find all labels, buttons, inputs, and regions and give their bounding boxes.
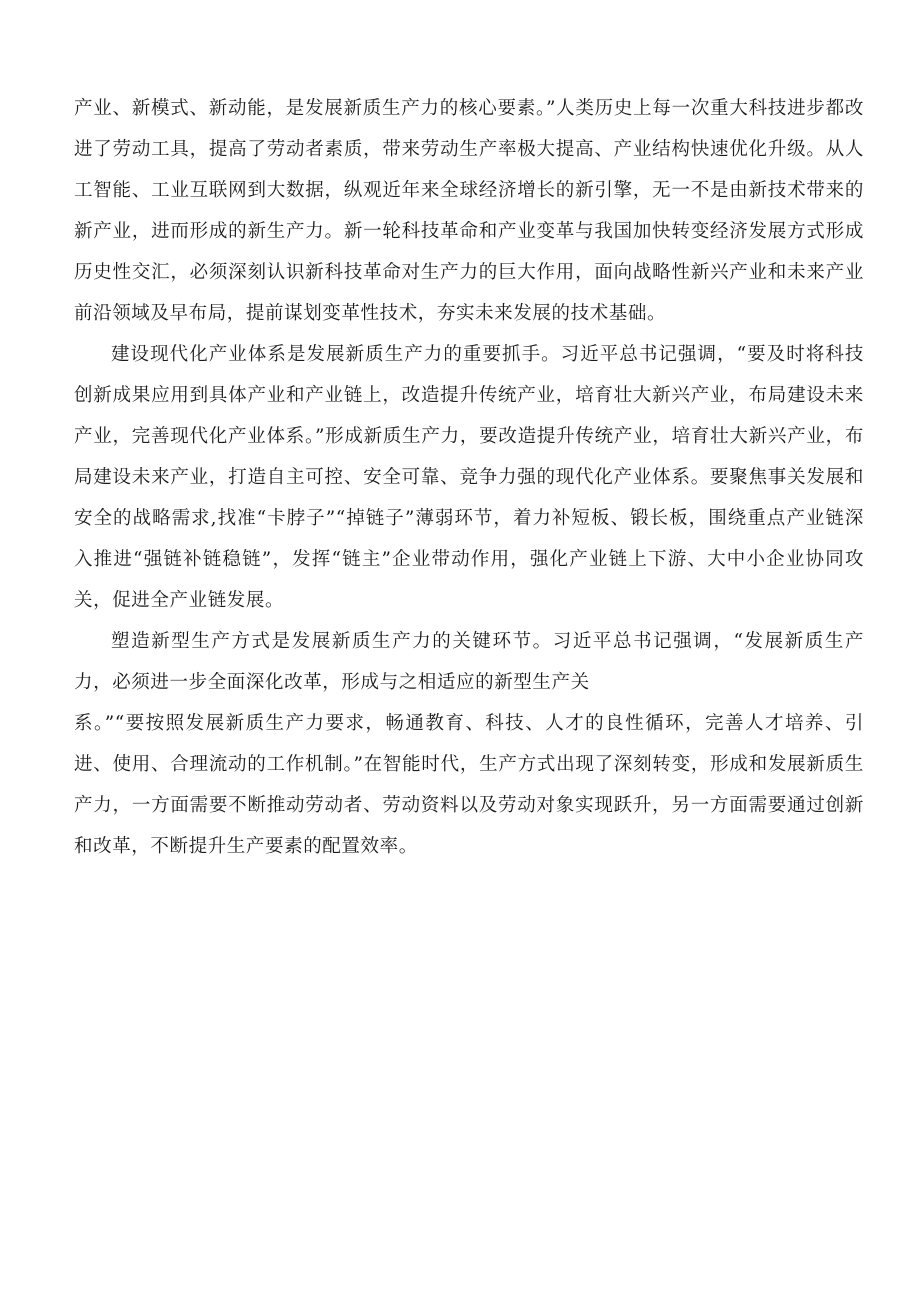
paragraph-production-mode: 塑造新型生产方式是发展新质生产力的关键环节。习近平总书记强调，“发展新质生产力，必须进一步全面深化改革，形成与之相适应的新型生产关 bbox=[74, 631, 864, 693]
paragraph-industry-system: 建设现代化产业体系是发展新质生产力的重要抓手。习近平总书记强调，“要及时将科技创新成果应用到具体产业和产业链上，改造提升传统产业，培育壮大新兴产业，布局建设未来产业，完善现代化产业体系。”形成新质生产力，要改造提升传统产业，培育壮大新兴产业，布局建设未来产业，打造自主可控、安全可靠、竞争力强的现代化产业体系。要聚焦事关发展和安全的战略需求,找准“卡脖子”“掉链子”薄弱环节，着力补短板、锻长板，围绕重点产业链深入推进“强链补链稳链”，发挥“链主”企业带动作用，强化产业链上下游、大中小企业协同攻关，促进全产业链发展。 bbox=[74, 344, 864, 611]
paragraph-production-mode-continued: 系。”“要按照发展新质生产力要求，畅通教育、科技、人才的良性循环，完善人才培养、引进、使用、合理流动的工作机制。”在智能时代，生产方式出现了深刻转变，形成和发展新质生产力，一方面需要不断推动劳动者、劳动资料以及劳动对象实现跃升，另一方面需要通过创新和改革，不断提升生产要素的配置效率。 bbox=[74, 713, 864, 857]
document-body bbox=[74, 88, 864, 867]
paragraph-continuation: 产业、新模式、新动能，是发展新质生产力的核心要素。”人类历史上每一次重大科技进步都改进了劳动工具，提高了劳动者素质，带来劳动生产率极大提高、产业结构快速优化升级。从人工智能、工业互联网到大数据，纵观近年来全球经济增长的新引擎，无一不是由新技术带来的新产业，进而形成的新生产力。新一轮科技革命和产业变革与我国加快转变经济发展方式形成历史性交汇，必须深刻认识新科技革命对生产力的巨大作用，面向战略性新兴产业和未来产业前沿领域及早布局，提前谋划变革性技术，夯实未来发展的技术基础。 bbox=[74, 98, 864, 324]
